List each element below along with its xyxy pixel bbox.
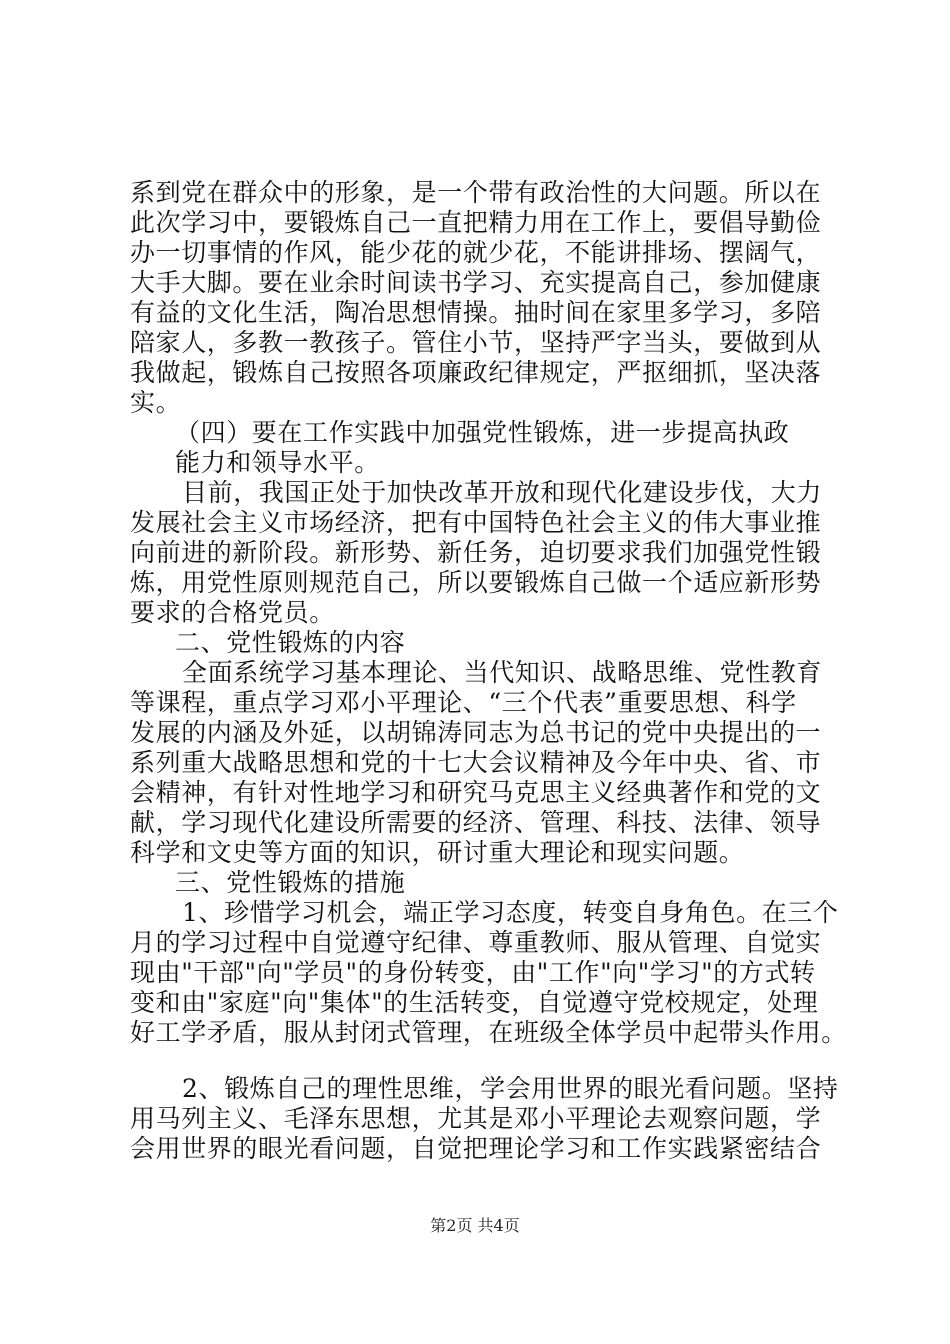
- body-text-line: 月的学习过程中自觉遵守纪律、尊重教师、服从管理、自觉实: [130, 928, 822, 957]
- paragraph-first-line: 目前，我国正处于加快改革开放和现代化建设步伐，大力: [182, 478, 823, 507]
- body-text-line: 等课程，重点学习邓小平理论、“三个代表”重要思想、科学: [130, 688, 797, 717]
- body-text-line: 陪家人，多教一教孩子。管住小节，坚持严字当头，要做到从: [130, 328, 822, 357]
- body-text-line: 现由"干部"向"学员"的身份转变，由"工作"向"学习"的方式转: [130, 958, 816, 987]
- body-text-line: 我做起，锻炼自己按照各项廉政纪律规定，严抠细抓，坚决落: [130, 358, 822, 387]
- section-heading-part: 能力和领导水平。: [175, 448, 380, 477]
- paragraph-first-line: 全面系统学习基本理论、当代知识、战略思维、党性教育: [182, 658, 823, 687]
- body-text-line: 实。: [130, 388, 182, 417]
- body-text-line: 系列重大战略思想和党的十七大会议精神及今年中央、省、市: [130, 748, 822, 777]
- paragraph-first-line: 2、锻炼自己的理性思维，学会用世界的眼光看问题。坚持: [182, 1074, 839, 1103]
- body-text-line: 变和由"家庭"向"集体"的生活转变，自觉遵守党校规定，处理: [130, 988, 819, 1017]
- body-text-line: 献，学习现代化建设所需要的经济、管理、科技、法律、领导: [130, 808, 822, 837]
- body-text-line: 要求的合格党员。: [130, 598, 335, 627]
- body-text-line: 系到党在群众中的形象，是一个带有政治性的大问题。所以在: [130, 178, 822, 207]
- section-heading: 二、党性锻炼的内容: [175, 628, 406, 657]
- page-footer: [0, 1216, 950, 1236]
- body-text-line: 会精神，有针对性地学习和研究马克思主义经典著作和党的文: [130, 778, 822, 807]
- body-text-line: 大手大脚。要在业余时间读书学习、充实提高自己，参加健康: [130, 268, 822, 297]
- body-text-line: 发展的内涵及外延，以胡锦涛同志为总书记的党中央提出的一: [130, 718, 822, 747]
- body-text-line: 科学和文史等方面的知识，研讨重大理论和现实问题。: [130, 838, 745, 867]
- body-text-line: 此次学习中，要锻炼自己一直把精力用在工作上，要倡导勤俭: [130, 208, 822, 237]
- body-text-line: 办一切事情的作风，能少花的就少花，不能讲排场、摆阔气，: [130, 238, 822, 267]
- body-text-line: 用马列主义、毛泽东思想，尤其是邓小平理论去观察问题，学: [130, 1104, 822, 1133]
- body-text-line: 好工学矛盾，服从封闭式管理，在班级全体学员中起带头作用。: [130, 1018, 847, 1047]
- paragraph-first-line: 1、珍惜学习机会，端正学习态度，转变自身角色。在三个: [182, 898, 839, 927]
- section-heading: 三、党性锻炼的措施: [175, 868, 406, 897]
- body-text-line: 有益的文化生活，陶冶思想情操。抽时间在家里多学习，多陪: [130, 298, 822, 327]
- section-heading-part: （四）要在工作实践中加强党性锻炼，进一步提高执政: [175, 418, 790, 447]
- body-text-line: 炼，用党性原则规范自己，所以要锻炼自己做一个适应新形势: [130, 568, 822, 597]
- body-text-line: 发展社会主义市场经济，把有中国特色社会主义的伟大事业推: [130, 508, 822, 537]
- body-text-line: 向前进的新阶段。新形势、新任务，迫切要求我们加强党性锻: [130, 538, 822, 567]
- page-number: 第2页 共4页: [430, 1216, 520, 1235]
- body-text-line: 会用世界的眼光看问题，自觉把理论学习和工作实践紧密结合: [130, 1134, 822, 1163]
